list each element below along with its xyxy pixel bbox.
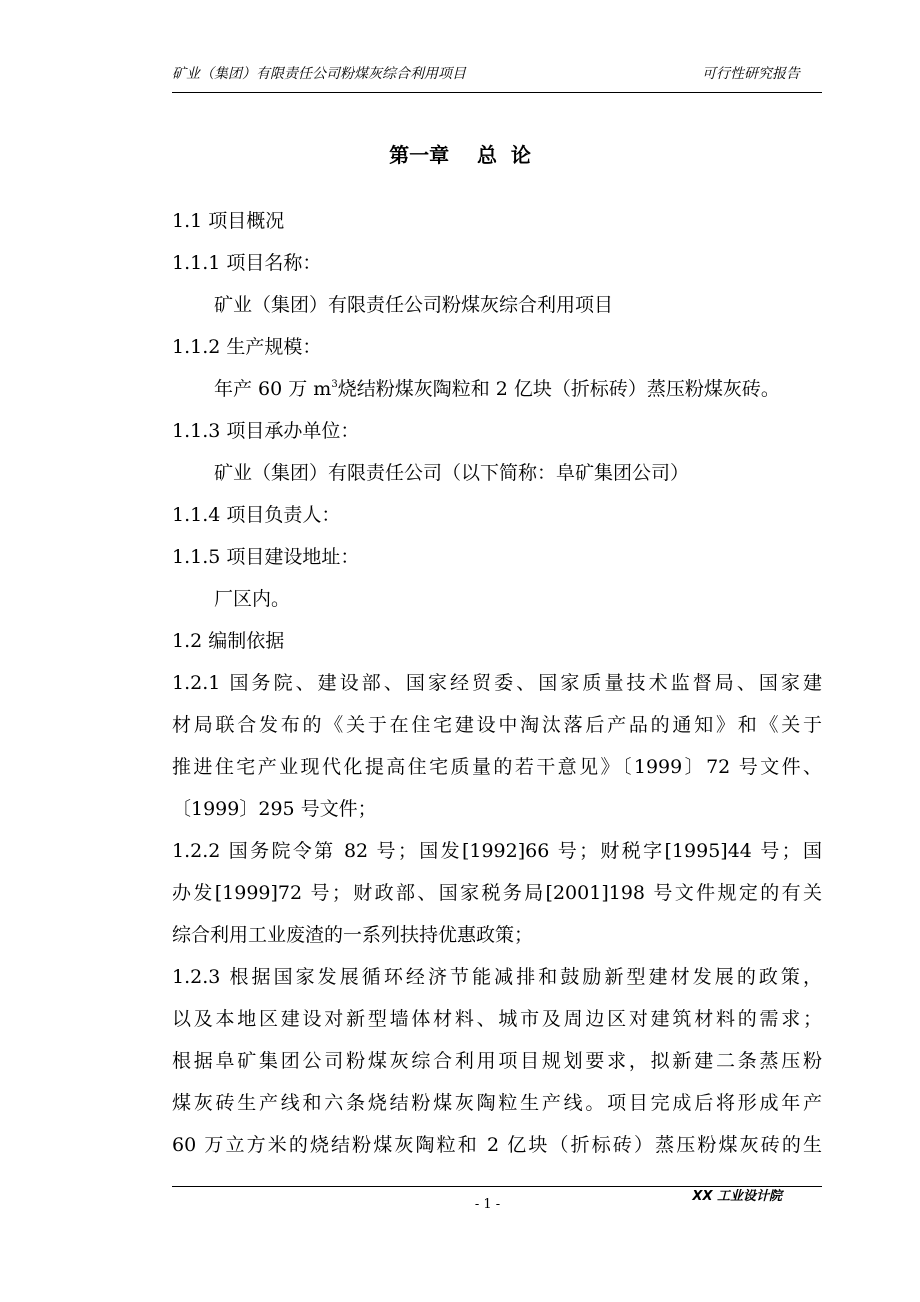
- subsection-heading-1-1-5: 1.1.5 项目建设地址：: [172, 546, 360, 568]
- section-heading-1-2: 1.2 编制依据: [172, 630, 285, 652]
- header-divider: [172, 92, 822, 93]
- chapter-title: 第一章 总 论: [389, 143, 531, 167]
- site-address-value: 厂区内。: [214, 588, 291, 610]
- paragraph-line: 1.2.2 国务院令第 82 号；国发[1992]66 号；财税字[1995]44 号；国: [172, 840, 822, 862]
- paragraph-line: 推进住宅产业现代化提高住宅质量的若干意见》〔1999〕72 号文件、: [172, 756, 822, 778]
- page-number: - 1 -: [474, 1197, 501, 1212]
- paragraph-line: 60 万立方米的烧结粉煤灰陶粒和 2 亿块（折标砖）蒸压粉煤灰砖的生: [172, 1134, 822, 1156]
- paragraph-line: 以及本地区建设对新型墙体材料、城市及周边区对建筑材料的需求；: [172, 1008, 822, 1030]
- subsection-heading-1-1-3: 1.1.3 项目承办单位：: [172, 420, 360, 442]
- paragraph-line: 1.2.3 根据国家发展循环经济节能减排和鼓励新型建材发展的政策，: [172, 966, 822, 988]
- paragraph-line: 煤灰砖生产线和六条烧结粉煤灰陶粒生产线。项目完成后将形成年产: [172, 1092, 822, 1114]
- production-scale-text-a: 年产 60 万 m: [214, 378, 332, 400]
- paragraph-line: 1.2.1 国务院、建设部、国家经贸委、国家质量技术监督局、国家建: [172, 672, 822, 694]
- header-project-title: 矿业（集团）有限责任公司粉煤灰综合利用项目: [172, 66, 466, 82]
- project-name-value: 矿业（集团）有限责任公司粉煤灰综合利用项目: [214, 294, 614, 316]
- production-scale-value: [172, 368, 822, 410]
- subsection-heading-1-1-4: 1.1.4 项目负责人：: [172, 504, 341, 526]
- subsection-heading-1-1-2: 1.1.2 生产规模：: [172, 336, 322, 358]
- paragraph-line: 办发[1999]72 号；财政部、国家税务局[2001]198 号文件规定的有关: [172, 882, 822, 904]
- paragraph-line: 综合利用工业废渣的一系列扶持优惠政策；: [172, 924, 534, 946]
- paragraph-line: 根据阜矿集团公司粉煤灰综合利用项目规划要求，拟新建二条蒸压粉: [172, 1050, 822, 1072]
- cubic-superscript: 3: [331, 379, 338, 390]
- organizer-value: 矿业（集团）有限责任公司（以下简称：阜矿集团公司）: [214, 462, 690, 484]
- paragraph-line: 〔1999〕295 号文件；: [172, 798, 377, 820]
- footer-institute: XX 工业设计院: [692, 1189, 782, 1204]
- footer-divider: [172, 1186, 822, 1187]
- header-report-type: 可行性研究报告: [702, 66, 800, 82]
- production-scale-text-b: 烧结粉煤灰陶粒和 2 亿块（折标砖）蒸压粉煤灰砖。: [337, 378, 780, 400]
- paragraph-line: 材局联合发布的《关于在住宅建设中淘汰落后产品的通知》和《关于: [172, 714, 822, 736]
- document-body: [172, 200, 822, 1166]
- section-heading-1-1: 1.1 项目概况: [172, 210, 285, 232]
- subsection-heading-1-1-1: 1.1.1 项目名称：: [172, 252, 322, 274]
